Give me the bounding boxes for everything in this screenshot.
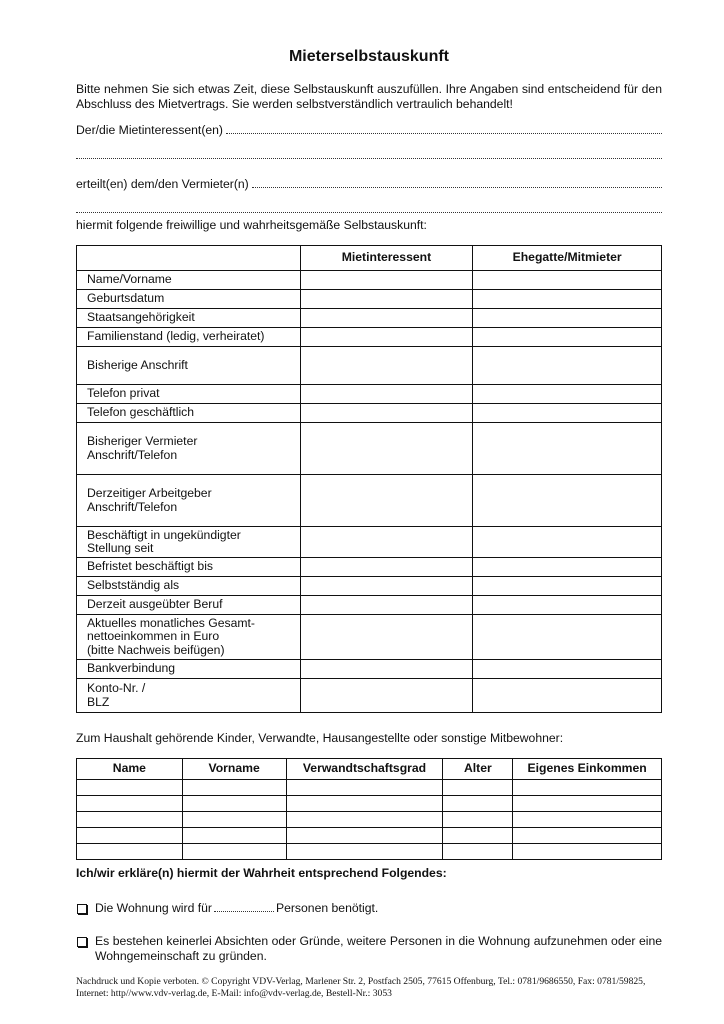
cell-mietinteressent[interactable] — [300, 328, 473, 347]
cell-ehegatte[interactable] — [473, 615, 662, 660]
table-row — [77, 404, 662, 423]
cell-einkommen[interactable] — [513, 812, 662, 828]
cell-mietinteressent[interactable] — [300, 558, 473, 577]
cell-name[interactable] — [77, 828, 183, 844]
row-label: Derzeit ausgeübter Beruf — [77, 596, 301, 615]
cell-ehegatte[interactable] — [473, 385, 662, 404]
cell-name[interactable] — [77, 844, 183, 860]
cell-mietinteressent[interactable] — [300, 385, 473, 404]
row-label: Aktuelles monatliches Gesamt- nettoeinkommen in Euro (bitte Nachweis beifügen) — [77, 615, 301, 660]
cell-mietinteressent[interactable] — [300, 660, 473, 679]
row-label: Bisheriger Vermieter Anschrift/Telefon — [77, 423, 301, 475]
cell-mietinteressent[interactable] — [300, 347, 473, 385]
cell-verwandtschaftsgrad[interactable] — [286, 812, 443, 828]
cell-ehegatte[interactable] — [473, 475, 662, 527]
table-row — [77, 423, 662, 475]
cell-einkommen[interactable] — [513, 828, 662, 844]
cell-verwandtschaftsgrad[interactable] — [286, 780, 443, 796]
check-wohnung-text: Die Wohnung wird für Personen benötigt. — [95, 901, 379, 915]
cell-name[interactable] — [77, 780, 183, 796]
row-label: Beschäftigt in ungekündigter Stellung seit — [77, 527, 301, 558]
table-row — [77, 679, 662, 713]
hiermit-text: hiermit folgende freiwillige und wahrheitsgemäße Selbstauskunft: — [76, 218, 427, 232]
header-vorname: Vorname — [182, 759, 286, 780]
table-row — [77, 347, 662, 385]
row-label: Derzeitiger Arbeitgeber Anschrift/Telefon — [77, 475, 301, 527]
header-verwandtschaftsgrad: Verwandtschaftsgrad — [286, 759, 443, 780]
header-name: Name — [77, 759, 183, 780]
table-row — [77, 527, 662, 558]
cell-ehegatte[interactable] — [473, 596, 662, 615]
footer — [76, 976, 662, 999]
interessent-fill-line-2[interactable] — [76, 157, 662, 159]
cell-mietinteressent[interactable] — [300, 423, 473, 475]
header-mietinteressent: Mietinteressent — [300, 246, 473, 271]
cell-mietinteressent[interactable] — [300, 404, 473, 423]
cell-mietinteressent[interactable] — [300, 577, 473, 596]
cell-einkommen[interactable] — [513, 780, 662, 796]
table-row — [77, 558, 662, 577]
cell-alter[interactable] — [443, 844, 513, 860]
cell-ehegatte[interactable] — [473, 423, 662, 475]
cell-alter[interactable] — [443, 812, 513, 828]
cell-ehegatte[interactable] — [473, 347, 662, 385]
interessent-fill-line[interactable] — [226, 132, 662, 134]
row-label: Geburtsdatum — [77, 290, 301, 309]
cell-ehegatte[interactable] — [473, 290, 662, 309]
cell-alter[interactable] — [443, 780, 513, 796]
header-eigenes-einkommen: Eigenes Einkommen — [513, 759, 662, 780]
row-label: Telefon privat — [77, 385, 301, 404]
row-label: Selbstständig als — [77, 577, 301, 596]
table-row — [77, 660, 662, 679]
cell-verwandtschaftsgrad[interactable] — [286, 796, 443, 812]
table-row — [77, 577, 662, 596]
cell-ehegatte[interactable] — [473, 577, 662, 596]
header-empty — [77, 246, 301, 271]
table-row — [77, 290, 662, 309]
cell-ehegatte[interactable] — [473, 660, 662, 679]
check-wohnung — [76, 901, 662, 916]
intro-text: Bitte nehmen Sie sich etwas Zeit, diese Selbstauskunft auszufüllen. Ihre Angaben sind entscheidend für den Abschluss des Mietvertrags. Sie werden selbstverständlich vertraulich behandelt! — [76, 82, 662, 111]
table-row — [77, 812, 662, 828]
cell-alter[interactable] — [443, 796, 513, 812]
selbstauskunft-table — [76, 245, 662, 713]
cell-verwandtschaftsgrad[interactable] — [286, 828, 443, 844]
row-label: Familienstand (ledig, verheiratet) — [77, 328, 301, 347]
cell-name[interactable] — [77, 812, 183, 828]
cell-ehegatte[interactable] — [473, 328, 662, 347]
row-label: Bisherige Anschrift — [77, 347, 301, 385]
checkbox-absicht[interactable] — [77, 937, 87, 947]
footer-line-1: Nachdruck und Kopie verboten. © Copyright VDV-Verlag, Marlener Str. 2, Postfach 2505, 77615 Offenburg, Tel.: 0781/9686550, Fax: 0781/59825, — [76, 976, 646, 987]
checkbox-wohnung[interactable] — [77, 904, 87, 914]
interessent-label: Der/die Mietinteressent(en) — [76, 123, 223, 137]
table-row — [77, 309, 662, 328]
cell-vorname[interactable] — [182, 812, 286, 828]
table-row — [77, 615, 662, 660]
cell-ehegatte[interactable] — [473, 404, 662, 423]
table-row — [77, 475, 662, 527]
household-table — [76, 758, 662, 860]
table-row — [77, 796, 662, 812]
cell-mietinteressent[interactable] — [300, 475, 473, 527]
table-row — [77, 844, 662, 860]
header-alter: Alter — [443, 759, 513, 780]
footer-line-2: Internet: http//www.vdv-verlag.de, E-Mail: info@vdv-verlag.de, Bestell-Nr.: 3053 — [76, 987, 392, 999]
cell-einkommen[interactable] — [513, 796, 662, 812]
cell-mietinteressent[interactable] — [300, 271, 473, 290]
cell-mietinteressent[interactable] — [300, 290, 473, 309]
table-row — [77, 596, 662, 615]
row-label: Konto-Nr. / BLZ — [77, 679, 301, 713]
cell-mietinteressent[interactable] — [300, 596, 473, 615]
vermieter-line[interactable] — [76, 177, 662, 191]
cell-alter[interactable] — [443, 828, 513, 844]
vermieter-fill-line[interactable] — [252, 186, 662, 188]
row-label: Telefon geschäftlich — [77, 404, 301, 423]
cell-ehegatte[interactable] — [473, 558, 662, 577]
statement-heading: Ich/wir erkläre(n) hiermit der Wahrheit entsprechend Folgendes: — [76, 866, 447, 880]
cell-vorname[interactable] — [182, 780, 286, 796]
row-label: Name/Vorname — [77, 271, 301, 290]
header-ehegatte: Ehegatte/Mitmieter — [473, 246, 662, 271]
cell-name[interactable] — [77, 796, 183, 812]
table-row — [77, 328, 662, 347]
row-label: Bankverbindung — [77, 660, 301, 679]
interessent-line[interactable] — [76, 123, 662, 137]
cell-ehegatte[interactable] — [473, 527, 662, 558]
cell-mietinteressent[interactable] — [300, 615, 473, 660]
cell-vorname[interactable] — [182, 828, 286, 844]
table-row — [77, 780, 662, 796]
interessent-line-2[interactable] — [76, 150, 662, 162]
cell-vorname[interactable] — [182, 844, 286, 860]
cell-ehegatte[interactable] — [473, 679, 662, 713]
vermieter-fill-line-2[interactable] — [76, 211, 662, 213]
check-absicht-text: Es bestehen keinerlei Absichten oder Gründe, weitere Personen in die Wohnung aufzunehmen oder eine Wohngemeinschaft zu gründen. — [95, 934, 662, 963]
cell-mietinteressent[interactable] — [300, 679, 473, 713]
household-intro: Zum Haushalt gehörende Kinder, Verwandte, Hausangestellte oder sonstige Mitbewohner: — [76, 731, 564, 745]
cell-ehegatte[interactable] — [473, 309, 662, 328]
cell-vorname[interactable] — [182, 796, 286, 812]
cell-mietinteressent[interactable] — [300, 527, 473, 558]
table-row — [77, 828, 662, 844]
table-row — [77, 271, 662, 290]
page-title: Mieterselbstauskunft — [288, 48, 450, 65]
vermieter-line-2[interactable] — [76, 204, 662, 216]
row-label: Befristet beschäftigt bis — [77, 558, 301, 577]
cell-ehegatte[interactable] — [473, 271, 662, 290]
row-label: Staatsangehörigkeit — [77, 309, 301, 328]
cell-mietinteressent[interactable] — [300, 309, 473, 328]
cell-einkommen[interactable] — [513, 844, 662, 860]
table-row — [77, 385, 662, 404]
check-absicht — [76, 934, 662, 963]
vermieter-label: erteilt(en) dem/den Vermieter(n) — [76, 177, 249, 191]
cell-verwandtschaftsgrad[interactable] — [286, 844, 443, 860]
personen-fill-field[interactable] — [214, 911, 274, 912]
